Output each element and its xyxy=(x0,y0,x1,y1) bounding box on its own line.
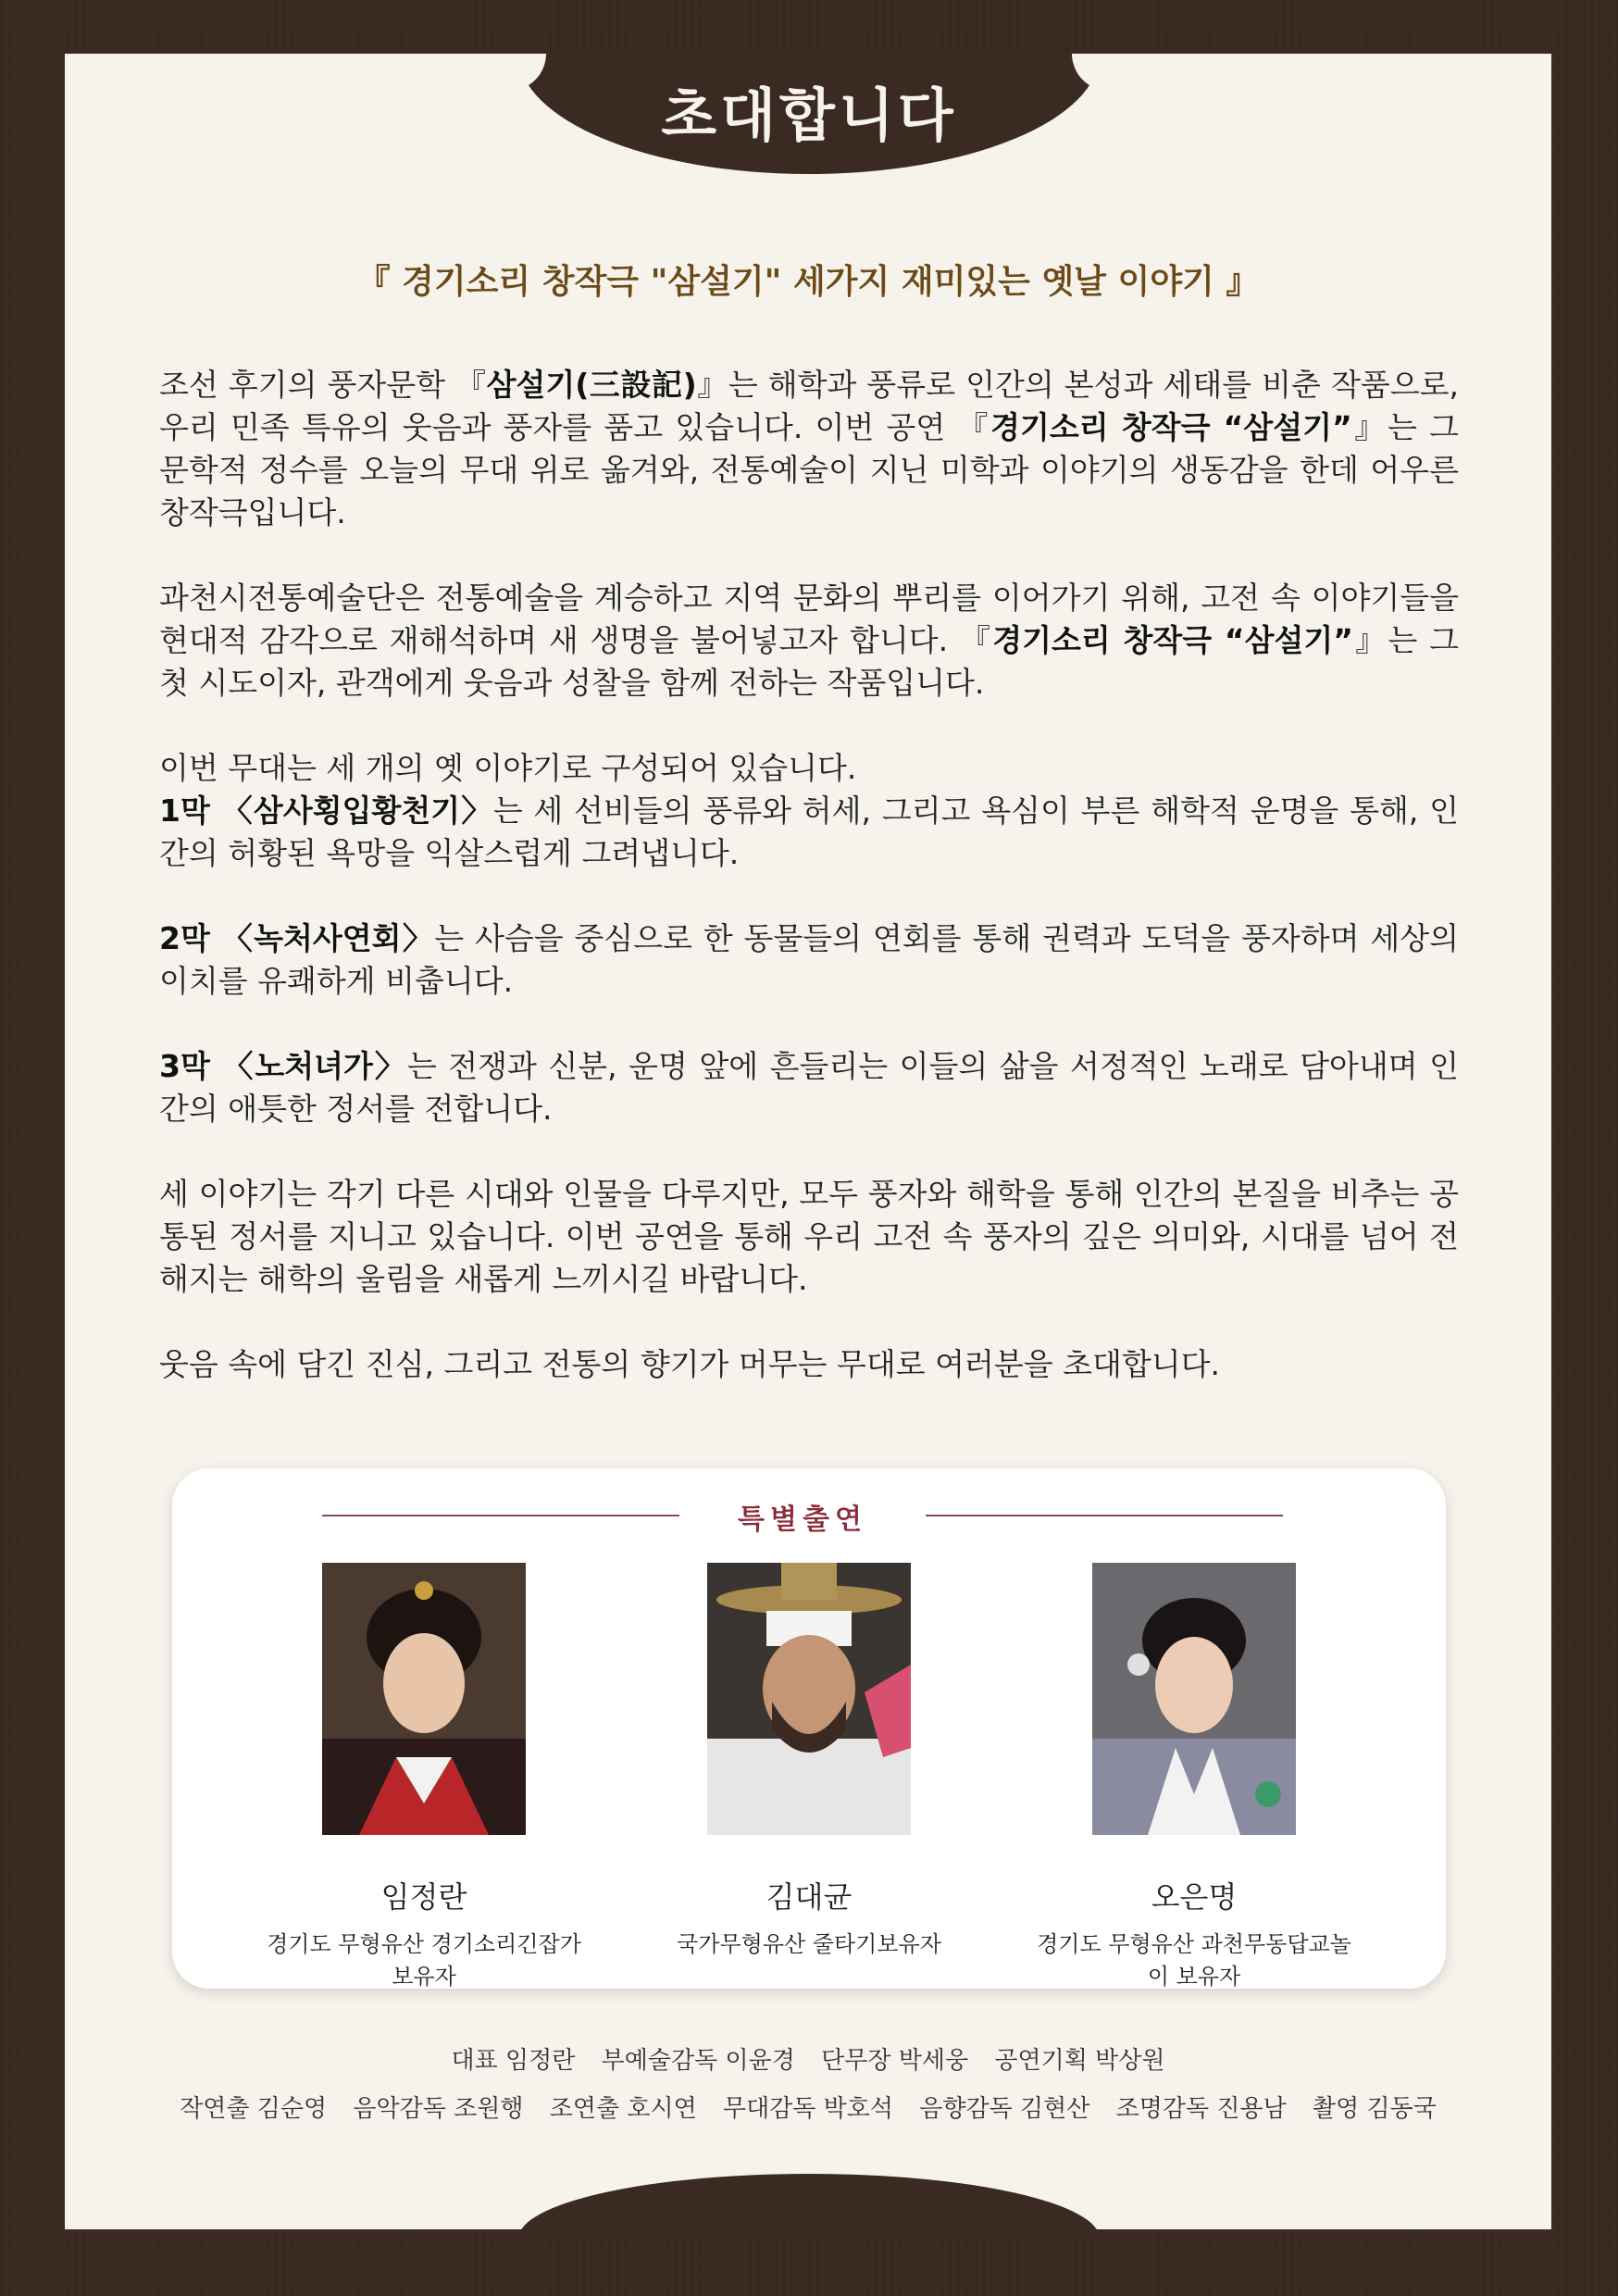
act-2 xyxy=(159,917,1459,1003)
act-1-desc: 는 세 선비들의 풍류와 허세, 그리고 욕심이 부른 해학적 운명을 통해, 인간의 허황된 욕망을 익살스럽게 그려냅니다. xyxy=(159,792,1459,871)
credit-item: 무대감독 박호석 xyxy=(722,2095,894,2123)
act-2-title: 2막 〈녹처사연회〉 xyxy=(159,920,435,956)
guest-name: 임정란 xyxy=(380,1879,467,1915)
bold-text: 경기소리 창작극 “삼설기” xyxy=(990,409,1352,445)
paragraph-troupe xyxy=(159,577,1459,705)
credit-item: 부예술감독 이윤경 xyxy=(601,2047,795,2075)
guest-photo xyxy=(707,1563,911,1835)
credit-item: 대표 임정란 xyxy=(451,2047,576,2075)
guest-role: 경기도 무형유산 경기소리긴잡가 보유자 xyxy=(267,1931,581,1990)
guest-card xyxy=(1037,1563,1351,1990)
act-3 xyxy=(159,1045,1459,1130)
portrait-icon xyxy=(707,1563,911,1835)
credits xyxy=(65,2037,1551,2133)
credit-item: 음악감독 조원행 xyxy=(353,2095,524,2123)
bold-text: 삼설기(三設記) xyxy=(486,367,697,403)
divider-right xyxy=(926,1515,1283,1516)
subtitle: 『 경기소리 창작극 "삼설기" 세가지 재미있는 옛날 이야기 』 xyxy=(356,263,1260,301)
invitation-body xyxy=(159,364,1459,1386)
text: 』는 그 문학적 정수를 오늘의 무대 위로 옮겨와, 전통예술이 지닌 미학과 이야기의 생동감을 한데 어우른 창작극입니다. xyxy=(159,409,1460,530)
bold-text: 경기소리 창작극 “삼설기” xyxy=(992,622,1353,658)
guest-name: 김대균 xyxy=(765,1879,853,1915)
text: 』는 해학과 풍류로 인간의 본성과 세태를 비춘 작품으로, 우리 민족 특유의 웃음과 풍자를 품고 있습니다. 이번 공연 『 xyxy=(159,367,1459,445)
guest-role: 경기도 무형유산 과천무동답교놀이 보유자 xyxy=(1037,1931,1351,1990)
paragraph-closing: 세 이야기는 각기 다른 시대와 인물을 다루지만, 모두 풍자와 해학을 통해 인간의 본질을 비추는 공통된 정서를 지니고 있습니다. 이번 공연을 통해 우리 고전 속 풍자의 깊은 의미와, 시대를 넘어 전해지는 해학의 울림을 새롭게 느끼시길 바랍니다. xyxy=(159,1176,1459,1297)
divider-left xyxy=(322,1515,679,1516)
credit-item: 조연출 호시연 xyxy=(549,2095,697,2123)
special-appearance-title: 특별출연 xyxy=(738,1504,867,1536)
guest-role: 국가무형유산 줄타기보유자 xyxy=(677,1931,941,1957)
guest-card xyxy=(652,1563,966,1958)
credit-item: 공연기획 박상원 xyxy=(994,2047,1165,2075)
credit-item: 단무장 박세웅 xyxy=(821,2047,969,2075)
special-appearance-card xyxy=(172,1468,1446,1989)
guest-name: 오은명 xyxy=(1151,1879,1238,1915)
act-2-desc: 는 사슴을 중심으로 한 동물들의 연회를 통해 권력과 도덕을 풍자하며 세상의 이치를 유쾌하게 비춥니다. xyxy=(159,920,1460,999)
credit-item: 조명감독 진용남 xyxy=(1115,2095,1287,2123)
credits-row-2 xyxy=(65,2085,1551,2133)
text: 』는 그 첫 시도이자, 관객에게 웃음과 성찰을 함께 전하는 작품입니다. xyxy=(159,622,1460,701)
guest-card xyxy=(267,1563,581,1990)
guest-photo xyxy=(322,1563,526,1835)
paragraph-intro xyxy=(159,364,1459,534)
page-title: 초대합니다 xyxy=(661,81,957,149)
paragraph-invitation: 웃음 속에 담긴 진심, 그리고 전통의 향기가 머무는 무대로 여러분을 초대합니다. xyxy=(159,1346,1220,1382)
text: 과천시전통예술단은 전통예술을 계승하고 지역 문화의 뿌리를 이어가기 위해, 고전 속 이야기들을 현대적 감각으로 재해석하며 새 생명을 불어넣고자 합니다. 『 xyxy=(159,580,1459,658)
credits-row-1 xyxy=(65,2037,1551,2085)
act-1 xyxy=(159,790,1459,875)
portrait-icon xyxy=(322,1563,526,1835)
act-1-title: 1막 〈삼사횡입황천기〉 xyxy=(159,792,493,829)
guest-photo xyxy=(1092,1563,1296,1835)
credit-item: 촬영 김동국 xyxy=(1312,2095,1437,2123)
paragraph-structure: 이번 무대는 세 개의 옛 이야기로 구성되어 있습니다. xyxy=(159,750,857,786)
credit-item: 작연출 김순영 xyxy=(180,2095,328,2123)
text: 조선 후기의 풍자문학 『 xyxy=(159,367,487,403)
portrait-icon xyxy=(1092,1563,1296,1835)
credit-item: 음향감독 김현산 xyxy=(919,2095,1090,2123)
act-3-title: 3막 〈노처녀가〉 xyxy=(159,1048,407,1084)
act-3-desc: 는 전쟁과 신분, 운명 앞에 흔들리는 이들의 삶을 서정적인 노래로 담아내며 인간의 애틋한 정서를 전합니다. xyxy=(159,1048,1459,1127)
